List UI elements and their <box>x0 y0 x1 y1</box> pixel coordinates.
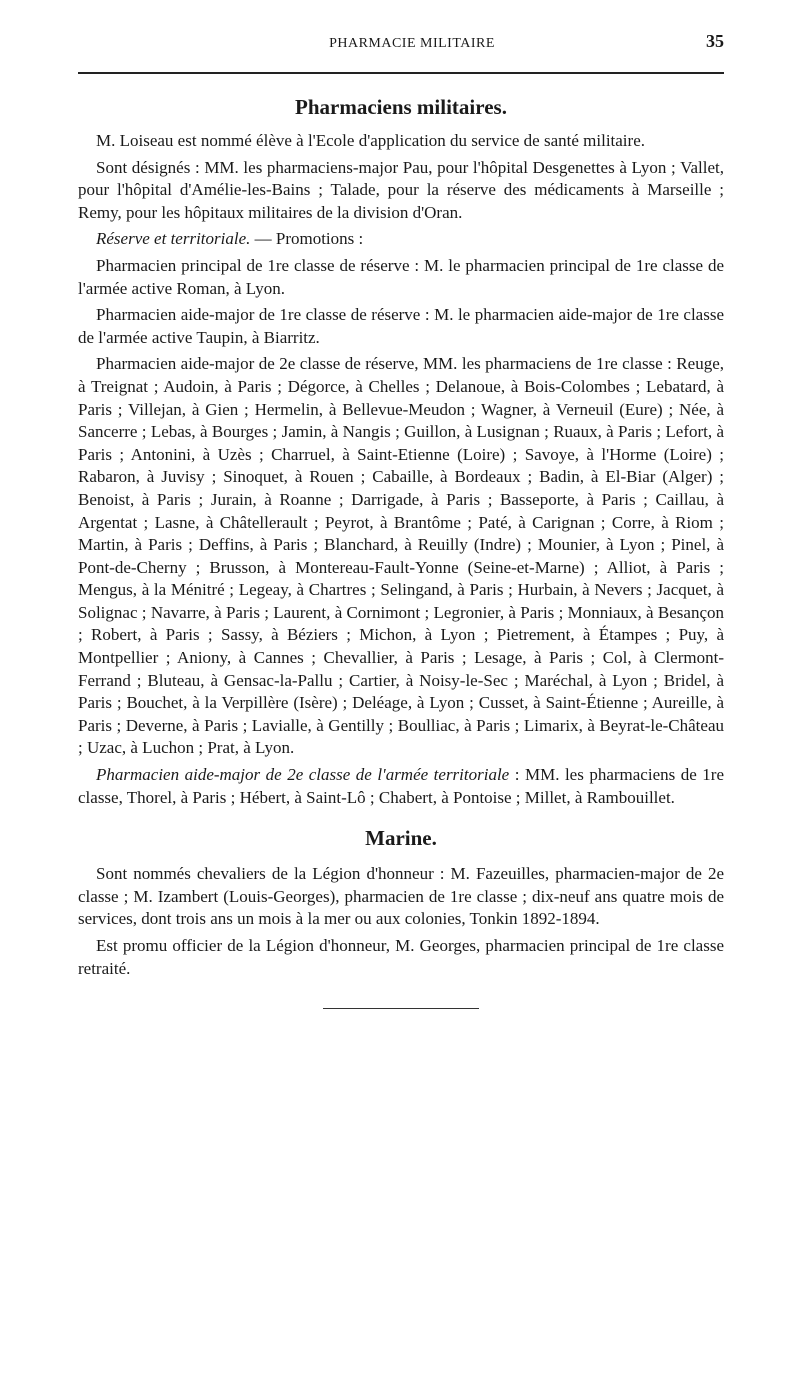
paragraph-principal: Pharmacien principal de 1re classe de réserve : M. le pharmacien principal de 1re classe de l'armée active Roman, à Lyon. <box>78 255 724 298</box>
territoriale-text: : MM. les pharmaciens de 1re classe, Thorel, à Paris ; Hébert, à Saint-Lô ; Chabert, à Pontoise ; Millet, à Rambouillet. <box>78 765 724 807</box>
paragraph-aide-major-2-list: Pharmacien aide-major de 2e classe de réserve, MM. les pharmaciens de 1re classe : Reuge, à Treignat ; Audoin, à Paris ; Dégorce, à Chelles ; Delanoue, à Bois-Colombes ; Lebatard, à Paris ; Villejan, à Gien ; Hermelin, à Bellevue-Meudon ; Wagner, à Verneuil (Eure) ; Née, à Sancerre ; Lebas, à Bourges ; Jamin, à Nangis ; Guillon, à Lusignan ; Ruaux, à Paris ; Lefort, à Paris ; Antonini, à Uzès ; Charruel, à Saint-Etienne (Loire) ; Savoye, à l'Horme (Loire) ; Rabaron, à Juvisy ; Sinoquet, à Rouen ; Cabaille, à Bordeaux ; Badin, à El-Biar (Alger) ; Benoist, à Paris ; Jurain, à Roanne ; Darrigade, à Paris ; Basseporte, à Paris ; Caillau, à Argentat ; Lasne, à Châtellerault ; Peyrot, à Brantôme ; Paté, à Carignan ; Corre, à Riom ; Martin, à Paris ; Deffins, à Paris ; Blanchard, à Reuilly (Indre) ; Mounier, à Lyon ; Pinel, à Pont-de-Cherny ; Brusson, à Montereau-Fault-Yonne (Seine-et-Marne) ; Alliot, à Paris ; Mengus, à la Ménitré ; Legeay, à Chartres ; Selingand, à Paris ; Hurbain, à Nevers ; Jacquet, à Solignac ; Navarre, à Paris ; Laurent, à Cornimont ; Legronier, à Paris ; Monniaux, à Besançon ; Robert, à Paris ; Sassy, à Béziers ; Michon, à Lyon ; Pietrement, à Étampes ; Puy, à Montpellier ; Aniony, à Cannes ; Chevallier, à Paris ; Lesage, à Paris ; Col, à Clermont-Ferrand ; Bluteau, à Gensac-la-Pallu ; Cartier, à Noisy-le-Sec ; Maréchal, à Lyon ; Bridel, à Paris ; Bouchet, à la Verpillère (Isère) ; Deléage, à Lyon ; Cusset, à Saint-Étienne ; Aureille, à Paris ; Deverne, à Paris ; Lavialle, à Gentilly ; Boulliac, à Paris ; Limarix, à Beyrat-le-Château ; Uzac, à Luchon ; Prat, à Lyon. <box>78 354 724 758</box>
paragraph-chevaliers: Sont nommés chevaliers de la Légion d'honneur : M. Fazeuilles, pharmacien-major de 2e classe ; M. Izambert (Louis-Georges), pharmacien de 1re classe ; dix-neuf ans quatre mois de services, dont trois ans un mois à la mer ou aux colonies, Tonkin 1892-1894. <box>78 864 724 929</box>
end-rule <box>323 1008 479 1009</box>
page-number: 35 <box>706 31 724 51</box>
running-title: PHARMACIE MILITAIRE <box>329 36 495 51</box>
paragraph-aide-major-1: Pharmacien aide-major de 1re classe de réserve : M. le pharmacien aide-major de 1re classe de l'armée active Taupin, à Biarritz. <box>78 305 724 347</box>
paragraph-designations: Sont désignés : MM. les pharmaciens-major Pau, pour l'hôpital Desgenettes à Lyon ; Vallet, pour l'hôpital d'Amélie-les-Bains ; Talade, pour la réserve des médicaments à Marseille ; Remy, pour les hôpitaux militaires de la division d'Oran. <box>78 157 724 222</box>
territoriale-italic-label: Pharmacien aide-major de 2e classe de l'armée territoriale <box>96 765 510 785</box>
document-page <box>78 30 724 1009</box>
paragraph-loiseau: M. Loiseau est nommé élève à l'Ecole d'application du service de santé militaire. <box>96 131 645 150</box>
paragraph-officier: Est promu officier de la Légion d'honneur, M. Georges, pharmacien principal de 1re classe retraité. <box>78 936 724 978</box>
paragraph-reserve-heading <box>78 228 724 251</box>
reserve-italic-label: Réserve et territoriale. <box>96 229 251 249</box>
section-title-pharmaciens: Pharmaciens militaires. <box>295 95 507 119</box>
section-title-marine: Marine. <box>365 826 437 851</box>
running-header <box>78 30 724 74</box>
paragraph-territoriale <box>78 764 724 809</box>
promotions-label: — Promotions : <box>250 229 364 249</box>
